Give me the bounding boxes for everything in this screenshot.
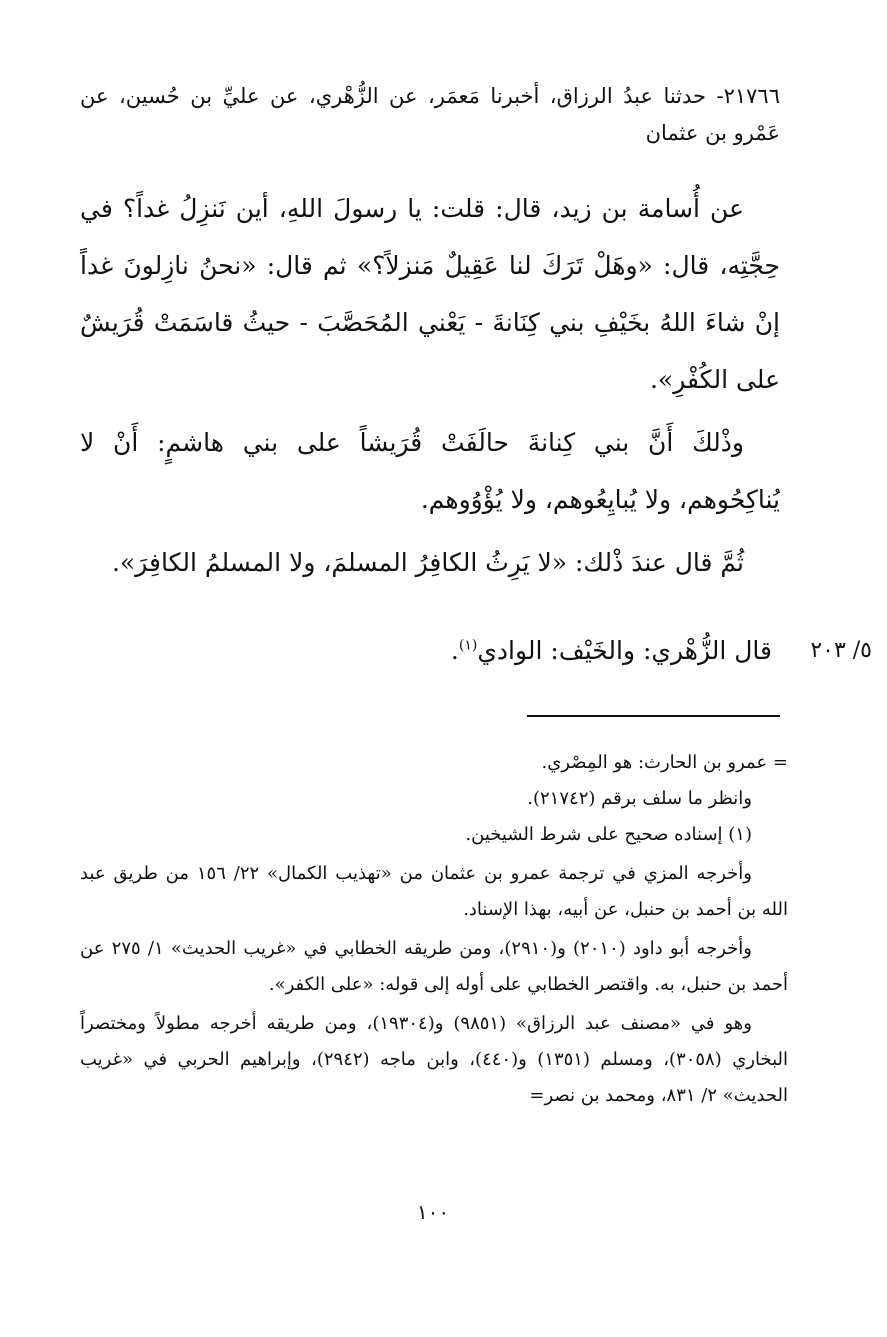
footnote-line: وأخرجه المزي في ترجمة عمرو بن عثمان من «تهذيب الكمال» ٢٢/ ١٥٦ من طريق عبد الله بن أحمد بن حنبل، عن أبيه، بهذا الإسناد. (80, 863, 788, 920)
hadith-paragraph: ثُمَّ قال عندَ ذْلك: «لا يَرِثُ الكافِرُ المسلمَ، ولا المسلمُ الكافِرَ». (111, 548, 744, 577)
hadith-paragraph: وذْلكَ أَنَّ بني كِنانةَ حالَفَتْ قُرَيشاً على بني هاشمٍ: أَنْ لا يُناكِحُوهم، ولا يُبايِعُوهم، ولا يُؤْوُوهم. (80, 428, 780, 514)
footnote-divider (527, 715, 780, 717)
zuhri-comment (451, 636, 772, 665)
page-number: ١٠٠ (416, 1200, 450, 1224)
footnote-line: (١) إسناده صحيح على شرط الشيخين. (465, 824, 752, 845)
hadith-text (80, 180, 780, 591)
footnotes (80, 745, 788, 1114)
footnote-line: وهو في «مصنف عبد الرزاق» (٩٨٥١) و(١٩٣٠٤)، ومن طريقه أخرجه مطولاً ومختصراً البخاري (٣٠٥٨)، ومسلم (١٣٥١) و(٤٤٠)، وابن ماجه (٢٩٤٢)، وإبراهيم الحربي في «غريب الحديث» ٢/ ٨٣١، ومحمد بن نصر= (80, 1013, 788, 1106)
reference-row (80, 636, 880, 680)
hadith-paragraph: عن أُسامة بن زيد، قال: قلت: يا رسولَ اللهِ، أين نَنزِلُ غداً؟ في حِجَّتِه، قال: «وهَلْ تَرَكَ لنا عَقِيلٌ مَنزلاً؟» ثم قال: «نحنُ نازِلونَ غداً إنْ شاءَ اللهُ بخَيْفِ بني كِنَانةَ - يَعْني المُحَصَّبَ - حيثُ قاسَمَتْ قُرَيشٌ على الكُفْرِ». (80, 194, 780, 394)
margin-page-reference: ٥/ ٢٠٣ (810, 638, 872, 663)
hadith-chain: ٢١٧٦٦- حدثنا عبدُ الرزاق، أخبرنا مَعمَر، عن الزُّهْري، عن عليِّ بن حُسين، عن عَمْرو بن عثمان (80, 84, 780, 145)
footnote-line: وانظر ما سلف برقم (٢١٧٤٢). (527, 788, 752, 809)
zuhri-comment-text: قال الزُّهْري: والخَيْف: الوادي (477, 636, 772, 665)
zuhri-comment-end: . (450, 636, 459, 665)
footnote-line: وأخرجه أبو داود (٢٠١٠) و(٢٩١٠)، ومن طريقه الخطابي في «غريب الحديث» ١/ ٢٧٥ عن أحمد بن حنبل، به. واقتصر الخطابي على أوله إلى قوله: «على الكفر». (80, 938, 788, 995)
footnote-line: = عمرو بن الحارث: هو المِصْري. (541, 752, 788, 773)
footnote-marker: (١) (458, 637, 478, 654)
